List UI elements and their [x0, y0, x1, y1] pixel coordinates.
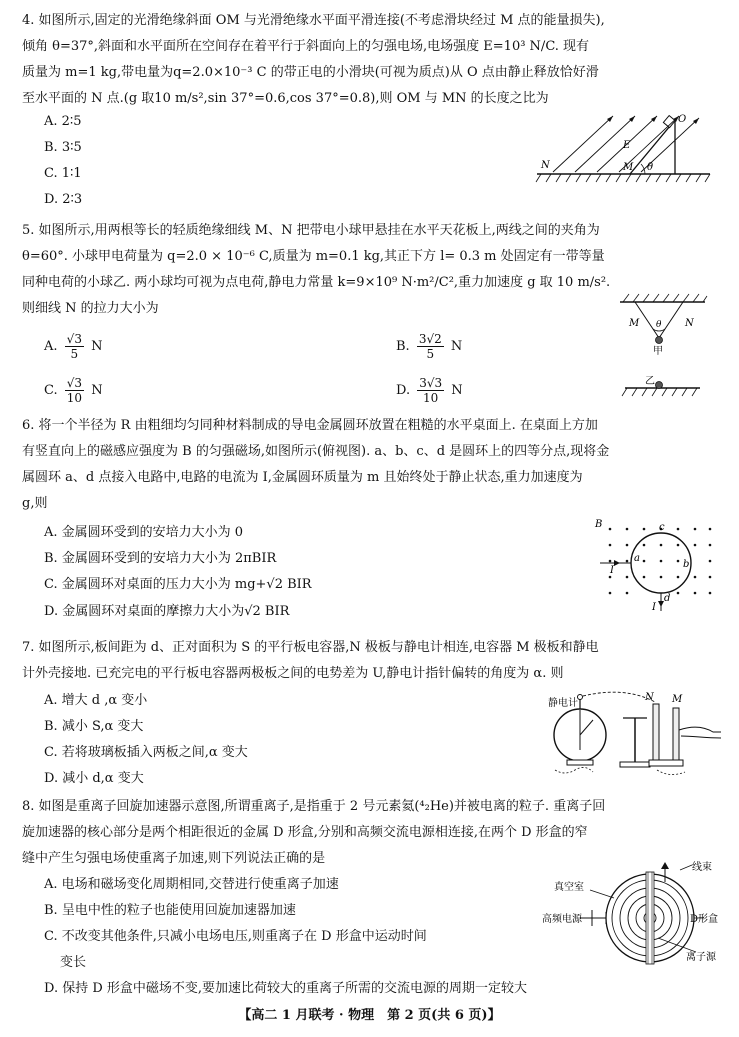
label-current-in: I	[610, 565, 614, 576]
page-footer: 【高二 1 月联考 · 物理 第 2 页(共 6 页)】	[238, 1008, 501, 1023]
q5-option-a: A. $\frac{√3}{5}$ N	[44, 332, 103, 361]
q4-line-4: 至水平面的 N 点.(g 取10 m/s²,sin 37°=0.6,cos 37°=0.8),则 OM 与 MN 的长度之比为	[22, 91, 549, 106]
label-yi: 乙	[645, 376, 655, 387]
q5-line-3: 同种电荷的小球乙. 两小球均可视为点电荷,静电力常量 k=9×10⁹ N·m²/C²,重力加速度 g 取 10 m/s².	[22, 275, 611, 290]
label-b-field: B	[595, 519, 603, 530]
q4-option-a: A. 2∶5	[44, 114, 82, 129]
q7-option-d: D. 减小 d,α 变大	[44, 771, 144, 786]
q5-option-d: D. $\frac{3√3}{10}$ N	[396, 376, 463, 405]
q7-option-b: B. 减小 S,α 变大	[44, 719, 144, 734]
q8-option-b: B. 呈电中性的粒子也能使用回旋加速器加速	[44, 903, 296, 918]
label-plate-n: N	[645, 692, 654, 703]
q5-line-4: 则细线 N 的拉力大小为	[22, 301, 159, 316]
label-electrometer: 静电计	[548, 698, 578, 709]
q5-option-b: B. $\frac{3√2}{5}$ N	[396, 332, 463, 361]
label-point-a: a	[634, 553, 640, 564]
q8-option-c: C. 不改变其他条件,只减小电场电压,则重离子在 D 形盒中运动时间	[44, 929, 427, 944]
q4-option-d: D. 2∶3	[44, 192, 83, 207]
cyclotron-figure	[540, 860, 725, 972]
q4-line-1: 4. 如图所示,固定的光滑绝缘斜面 OM 与光滑绝缘水平面平滑连接(不考虑滑块经过 M 点的能量损失),	[22, 13, 605, 28]
label-o: O	[678, 114, 687, 125]
label-vacuum-chamber: 真空室	[554, 882, 584, 893]
q4-option-c: C. 1∶1	[44, 166, 82, 181]
q6-option-b: B. 金属圆环受到的安培力大小为 2πBIR	[44, 551, 277, 566]
label-m: M	[623, 162, 634, 173]
label-d-box: D形盒	[690, 914, 719, 925]
q5-line-2: θ=60°. 小球甲电荷量为 q=2.0 × 10⁻⁶ C,质量为 m=0.1 kg,其正下方 l= 0.3 m 处固定有一带等量	[22, 249, 605, 264]
q6-option-d: D. 金属圆环对桌面的摩擦力大小为√2 BIR	[44, 604, 290, 619]
label-plate-m: M	[672, 694, 683, 705]
q4-line-3: 质量为 m=1 kg,带电量为q=2.0×10⁻³ C 的带正电的小滑块(可视为质点)从 O 点由静止释放恰好滑	[22, 65, 599, 80]
q7-line-2: 计外壳接地. 已充完电的平行板电容器两极板之间的电势差为 U,静电计指针偏转的角度为 α. 则	[22, 666, 564, 681]
label-beam: 线束	[692, 862, 712, 873]
q6-line-1: 6. 将一个半径为 R 由粗细均匀同种材料制成的导电金属圆环放置在粗糙的水平桌面上. 在桌面上方加	[22, 418, 598, 433]
label-thread-m: M	[629, 318, 640, 329]
q7-line-1: 7. 如图所示,板间距为 d、正对面积为 S 的平行板电容器,N 极板与静电计相连,电容器 M 极板和静电	[22, 640, 599, 655]
q5-line-1: 5. 如图所示,用两根等长的轻质绝缘细线 M、N 把带电小球甲悬挂在水平天花板上,两线之间的夹角为	[22, 223, 600, 238]
label-n: N	[541, 160, 550, 171]
label-point-b: b	[683, 559, 690, 570]
q8-option-d: D. 保持 D 形盒中磁场不变,要加速比荷较大的重离子所需的交流电源的周期一定较大	[44, 981, 528, 996]
q8-line-1: 8. 如图是重离子回旋加速器示意图,所谓重离子,是指重于 2 号元素氦(⁴₂He)并被电离的粒子. 重离子回	[22, 799, 606, 814]
q8-option-c-cont: 变长	[60, 955, 87, 970]
q4-line-2: 倾角 θ=37°,斜面和水平面所在空间存在着平行于斜面向上的匀强电场,电场强度 E=10³ N/C. 现有	[22, 39, 590, 54]
label-theta: θ	[656, 320, 662, 330]
q6-option-c: C. 金属圆环对桌面的压力大小为 mg+√2 BIR	[44, 577, 312, 592]
q8-option-a: A. 电场和磁场变化周期相同,交替进行使重离子加速	[44, 877, 339, 892]
q4-option-b: B. 3∶5	[44, 140, 82, 155]
incline-field-figure	[535, 112, 715, 190]
q7-option-c: C. 若将玻璃板插入两板之间,α 变大	[44, 745, 248, 760]
label-point-d: d	[664, 593, 671, 604]
label-current-out: I	[652, 602, 656, 613]
q5-option-c: C. $\frac{√3}{10}$ N	[44, 376, 103, 405]
q6-line-4: g,则	[22, 496, 48, 511]
label-hf-source: 高频电源	[542, 914, 582, 925]
label-thread-n: N	[685, 318, 694, 329]
label-point-c: c	[659, 522, 665, 533]
q6-line-3: 属圆环 a、d 点接入电路中,电路的电流为 I,金属圆环质量为 m 且始终处于静止状态,重力加速度为	[22, 470, 583, 485]
label-jia: 甲	[653, 346, 663, 357]
electrometer-capacitor-figure	[545, 690, 725, 780]
label-e: E	[623, 140, 631, 151]
label-ion-source: 离子源	[686, 952, 716, 963]
q8-line-2: 旋加速器的核心部分是两个相距很近的金属 D 形盒,分别和高频交流电源相连接,在两个 D 形盒的窄	[22, 825, 588, 840]
q6-line-2: 有竖直向上的磁感应强度为 B 的匀强磁场,如图所示(俯视图). a、b、c、d 是圆环上的四等分点,现将金	[22, 444, 610, 459]
suspended-ball-figure	[615, 290, 710, 398]
q7-option-a: A. 增大 d ,α 变小	[44, 693, 148, 708]
q6-option-a: A. 金属圆环受到的安培力大小为 0	[44, 525, 244, 540]
metal-ring-field-figure	[590, 515, 715, 615]
q8-line-3: 缝中产生匀强电场使重离子加速,则下列说法正确的是	[22, 851, 326, 866]
label-theta: θ	[647, 162, 654, 173]
